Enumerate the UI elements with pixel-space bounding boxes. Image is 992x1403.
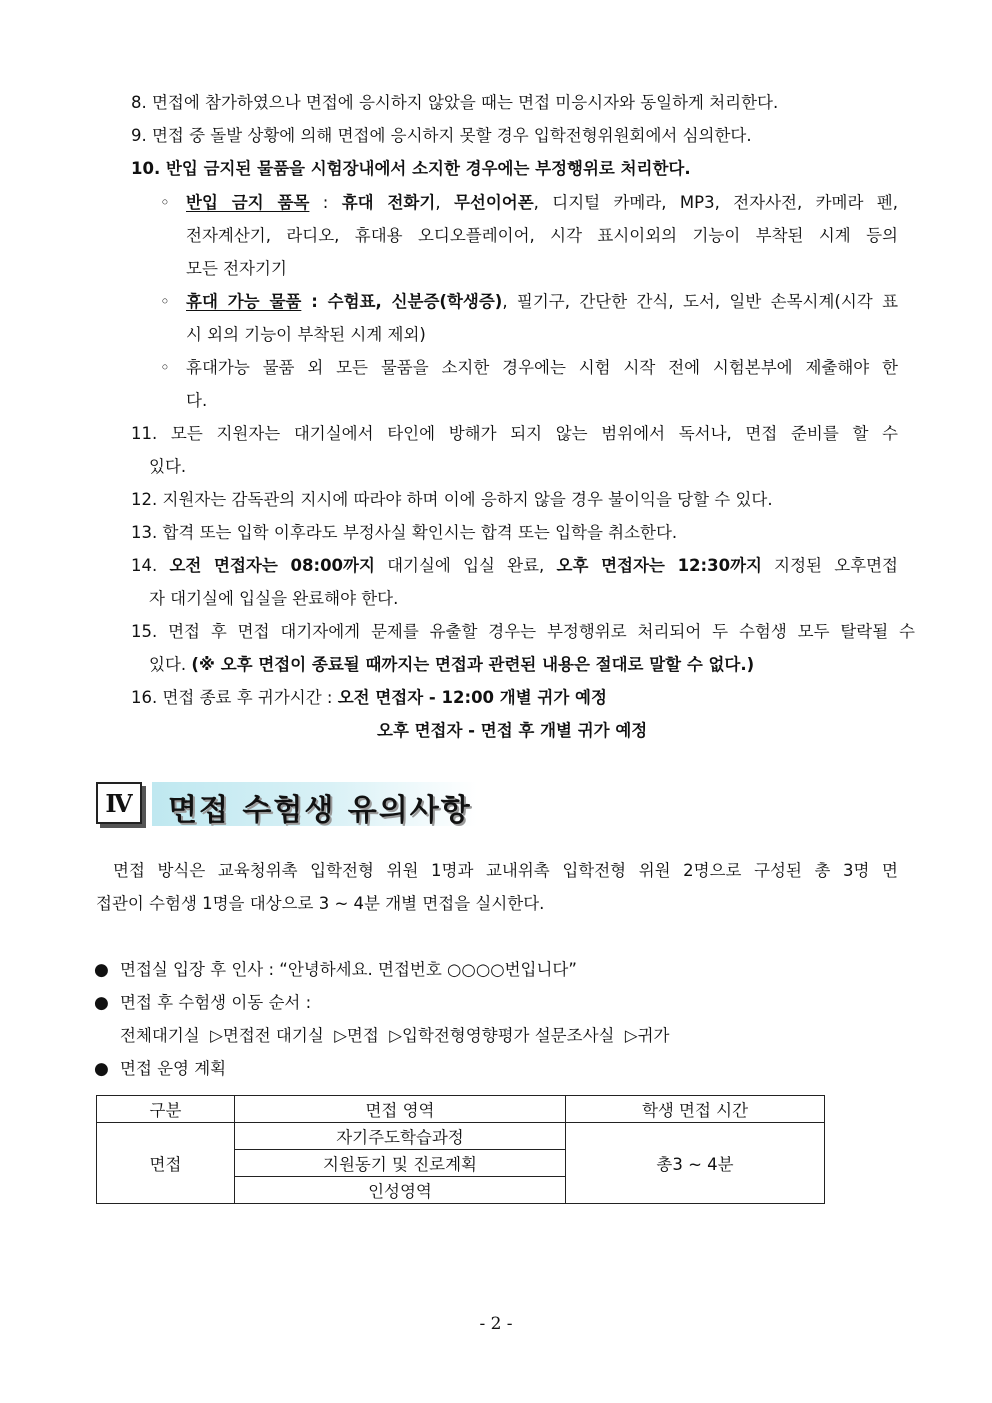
rule-15-warning: (※ 오후 면접이 종료될 때까지는 면접과 관련된 내용은 절대로 말할 수 없다.) xyxy=(191,655,755,674)
rule-10: 10. 반입 금지된 물품을 시험장내에서 소지한 경우에는 부정행위로 처리한다. xyxy=(131,159,691,178)
afternoon-deadline: 오후 면접자는 12:30까지 xyxy=(556,556,762,575)
other-items-line2: 다. xyxy=(186,391,208,410)
separator: , xyxy=(375,292,392,311)
greeting-text: 면접실 입장 후 인사 : “안녕하세요. 면접번호 ○○○○번입니다” xyxy=(120,960,577,979)
allowed-ticket: 수험표 xyxy=(327,292,376,311)
page-number: - 2 - xyxy=(479,1314,513,1334)
table-header-row xyxy=(97,1096,825,1123)
rule-13: 13. 합격 또는 입학 이후라도 부정사실 확인시는 합격 또는 입학을 취소한다. xyxy=(131,523,678,542)
area-cell: 지원동기 및 진로계획 xyxy=(235,1150,566,1177)
rule-14-end: 지정된 오후면접 xyxy=(761,556,898,575)
allowed-items-line1 xyxy=(186,291,898,313)
allowed-id: 신분증(학생증) xyxy=(391,292,503,311)
rule-11-line2: 있다. xyxy=(149,457,187,476)
banned-items-line2: 전자계산기, 라디오, 휴대용 오디오플레이어, 시각 표시이외의 기능이 부착된 시계 등의 xyxy=(186,226,898,245)
plan-title: 면접 운영 계획 xyxy=(120,1059,227,1078)
allowed-items-line2: 시 외의 기능이 부착된 시계 제외) xyxy=(186,325,426,344)
section-title-bar xyxy=(152,782,477,826)
banned-items-line1 xyxy=(186,192,898,214)
intro-line2: 접관이 수험생 1명을 대상으로 3 ~ 4분 개별 면접을 실시한다. xyxy=(96,894,545,913)
bullet-dot: ● xyxy=(94,1059,109,1079)
separator: : xyxy=(309,193,342,212)
rule-11-line1: 11. 모든 지원자는 대기실에서 타인에 방해가 되지 않는 범위에서 독서나, 면접 준비를 할 수 xyxy=(131,424,898,443)
allowed-rest: , 필기구, 간단한 간식, 도서, 일반 손목시계(시각 표 xyxy=(502,292,899,311)
section-title: 면접 수험생 유의사항 xyxy=(168,793,472,828)
bullet-dot: ● xyxy=(94,993,109,1013)
rule-14-line2: 자 대기실에 입실을 완료해야 한다. xyxy=(149,589,399,608)
time-cell: 총3 ~ 4분 xyxy=(566,1123,825,1204)
table-row xyxy=(97,1123,825,1150)
rule-9: 9. 면접 중 돌발 상황에 의해 면접에 응시하지 못할 경우 입학전형위원회에서 심의한다. xyxy=(131,126,752,145)
intro-line1: 면접 방식은 교육청위촉 입학전형 위원 1명과 교내위촉 입학전형 위원 2명으로 구성된 총 3명 면 xyxy=(113,861,898,880)
rule-14-mid: 대기실에 입실 완료, xyxy=(374,556,557,575)
separator: , xyxy=(435,193,454,212)
movement-order-steps: 전체대기실 ▷면접전 대기실 ▷면접 ▷입학전형영향평가 설문조사실 ▷귀가 xyxy=(120,1026,670,1045)
rule-12: 12. 지원자는 감독관의 지시에 따라야 하며 이에 응하지 않을 경우 불이익을 당할 수 있다. xyxy=(131,490,773,509)
category-cell: 면접 xyxy=(97,1123,235,1204)
movement-order-title: 면접 후 수험생 이동 순서 : xyxy=(120,993,312,1012)
rule-14-number: 14. xyxy=(131,556,170,575)
banned-items-line3: 모든 전자기기 xyxy=(186,259,287,278)
area-cell: 자기주도학습과정 xyxy=(235,1123,566,1150)
allowed-items-label: 휴대 가능 물품 xyxy=(186,292,302,311)
separator: : xyxy=(301,292,328,311)
header-category: 구분 xyxy=(97,1096,235,1123)
rule-16-line2: 오후 면접자 - 면접 후 개별 귀가 예정 xyxy=(377,721,648,740)
area-cell: 인성영역 xyxy=(235,1177,566,1204)
bullet-dot: ● xyxy=(94,960,109,980)
banned-earphone: 무선이어폰 xyxy=(453,193,534,212)
bullet-symbol: ◦ xyxy=(160,193,170,212)
rule-15-line2 xyxy=(149,654,754,676)
morning-deadline: 오전 면접자는 08:00까지 xyxy=(169,556,375,575)
rule-15-text: 있다. xyxy=(149,655,192,674)
banned-items-label: 반입 금지 품목 xyxy=(186,193,310,212)
header-area: 면접 영역 xyxy=(235,1096,566,1123)
bullet-symbol: ◦ xyxy=(160,358,170,377)
rule-16-line1 xyxy=(131,687,607,709)
rule-15-line1: 15. 면접 후 면접 대기자에게 문제를 유출할 경우는 부정행위로 처리되어 두 수험생 모두 탈락될 수 xyxy=(131,622,915,641)
banned-phone: 휴대 전화기 xyxy=(341,193,436,212)
banned-rest: , 디지털 카메라, MP3, 전자사전, 카메라 펜, xyxy=(533,193,898,212)
other-items-line1: 휴대가능 물품 외 모든 물품을 소지한 경우에는 시험 시작 전에 시험본부에 제출해야 한 xyxy=(186,358,898,377)
rule-8: 8. 면접에 참가하였으나 면접에 응시하지 않았을 때는 면접 미응시자와 동일하게 처리한다. xyxy=(131,93,779,112)
interview-plan-table xyxy=(96,1095,825,1204)
rule-16-text: 16. 면접 종료 후 귀가시간 : xyxy=(131,688,338,707)
section-number: Ⅳ xyxy=(96,782,142,824)
morning-return: 오전 면접자 - 12:00 개별 귀가 예정 xyxy=(337,688,607,707)
rule-14-line1 xyxy=(131,555,898,577)
bullet-symbol: ◦ xyxy=(160,292,170,311)
header-time: 학생 면접 시간 xyxy=(566,1096,825,1123)
